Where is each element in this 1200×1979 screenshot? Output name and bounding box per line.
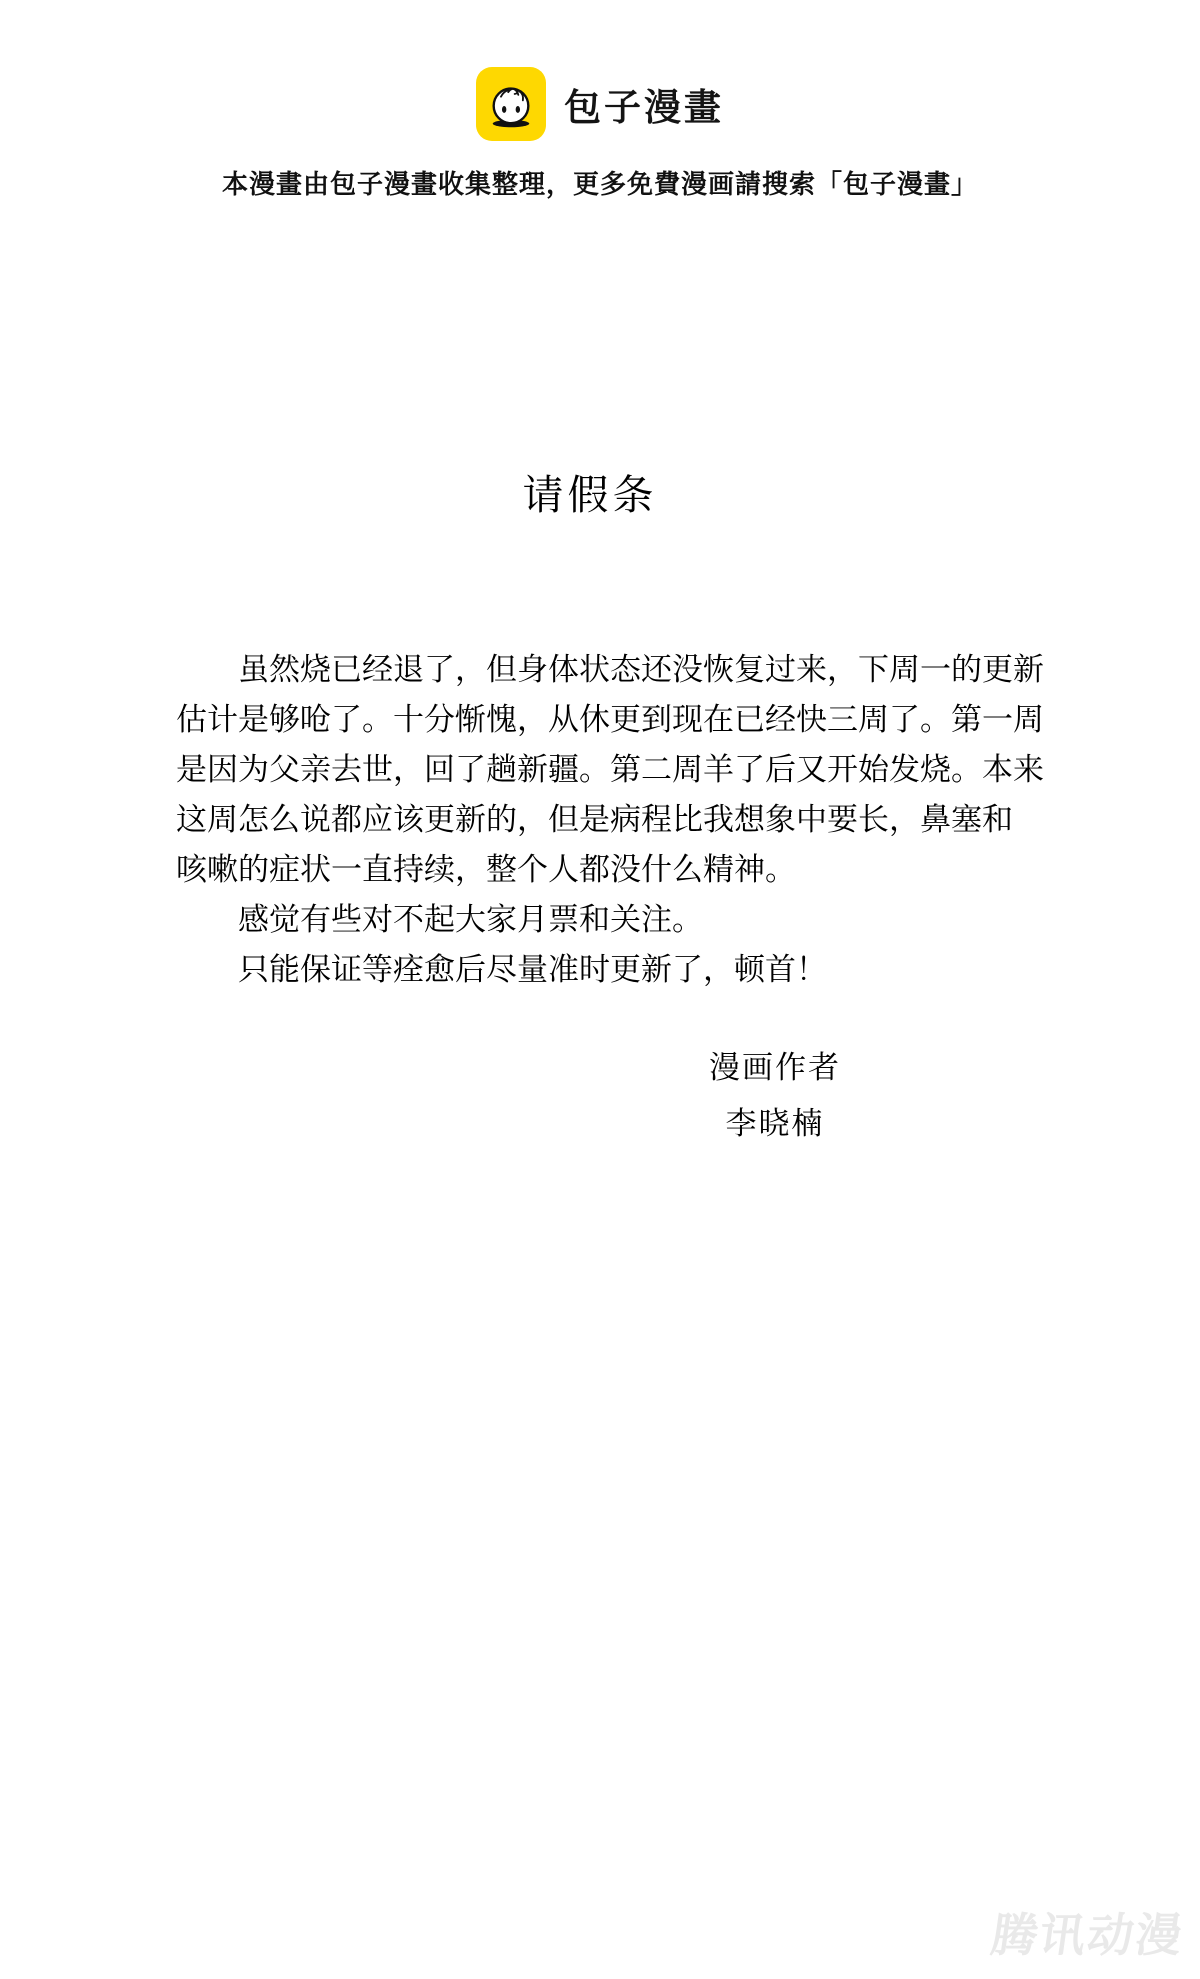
note-title: 请假条 (522, 472, 658, 518)
collection-notice: 本漫畫由包子漫畫收集整理，更多免費漫画請搜索「包子漫畫」 (221, 169, 978, 199)
brand-logo (0, 66, 1200, 142)
note-line: 虽然烧已经退了，但身体状态还没恢复过来，下周一的更新 (238, 652, 1044, 687)
signature-role: 漫画作者 (709, 1050, 841, 1085)
baozi-bun-icon (476, 67, 546, 141)
tencent-comics-watermark: 腾讯动漫 (987, 1909, 1188, 1961)
signature-block (709, 1040, 841, 1152)
note-line: 咳嗽的症状一直持续，整个人都没什么精神。 (176, 852, 796, 887)
note-body (176, 645, 1044, 995)
signature-name: 李晓楠 (725, 1106, 825, 1141)
brand-name: 包子漫畫 (564, 87, 724, 128)
note-line: 感觉有些对不起大家月票和关注。 (238, 902, 703, 937)
note-line: 估计是够呛了。十分惭愧，从休更到现在已经快三周了。第一周 (176, 702, 1044, 737)
note-line: 是因为父亲去世，回了趟新疆。第二周羊了后又开始发烧。本来 (176, 752, 1044, 787)
note-line: 只能保证等痊愈后尽量准时更新了，顿首！ (238, 952, 827, 987)
note-line: 这周怎么说都应该更新的，但是病程比我想象中要长，鼻塞和 (176, 802, 1013, 837)
